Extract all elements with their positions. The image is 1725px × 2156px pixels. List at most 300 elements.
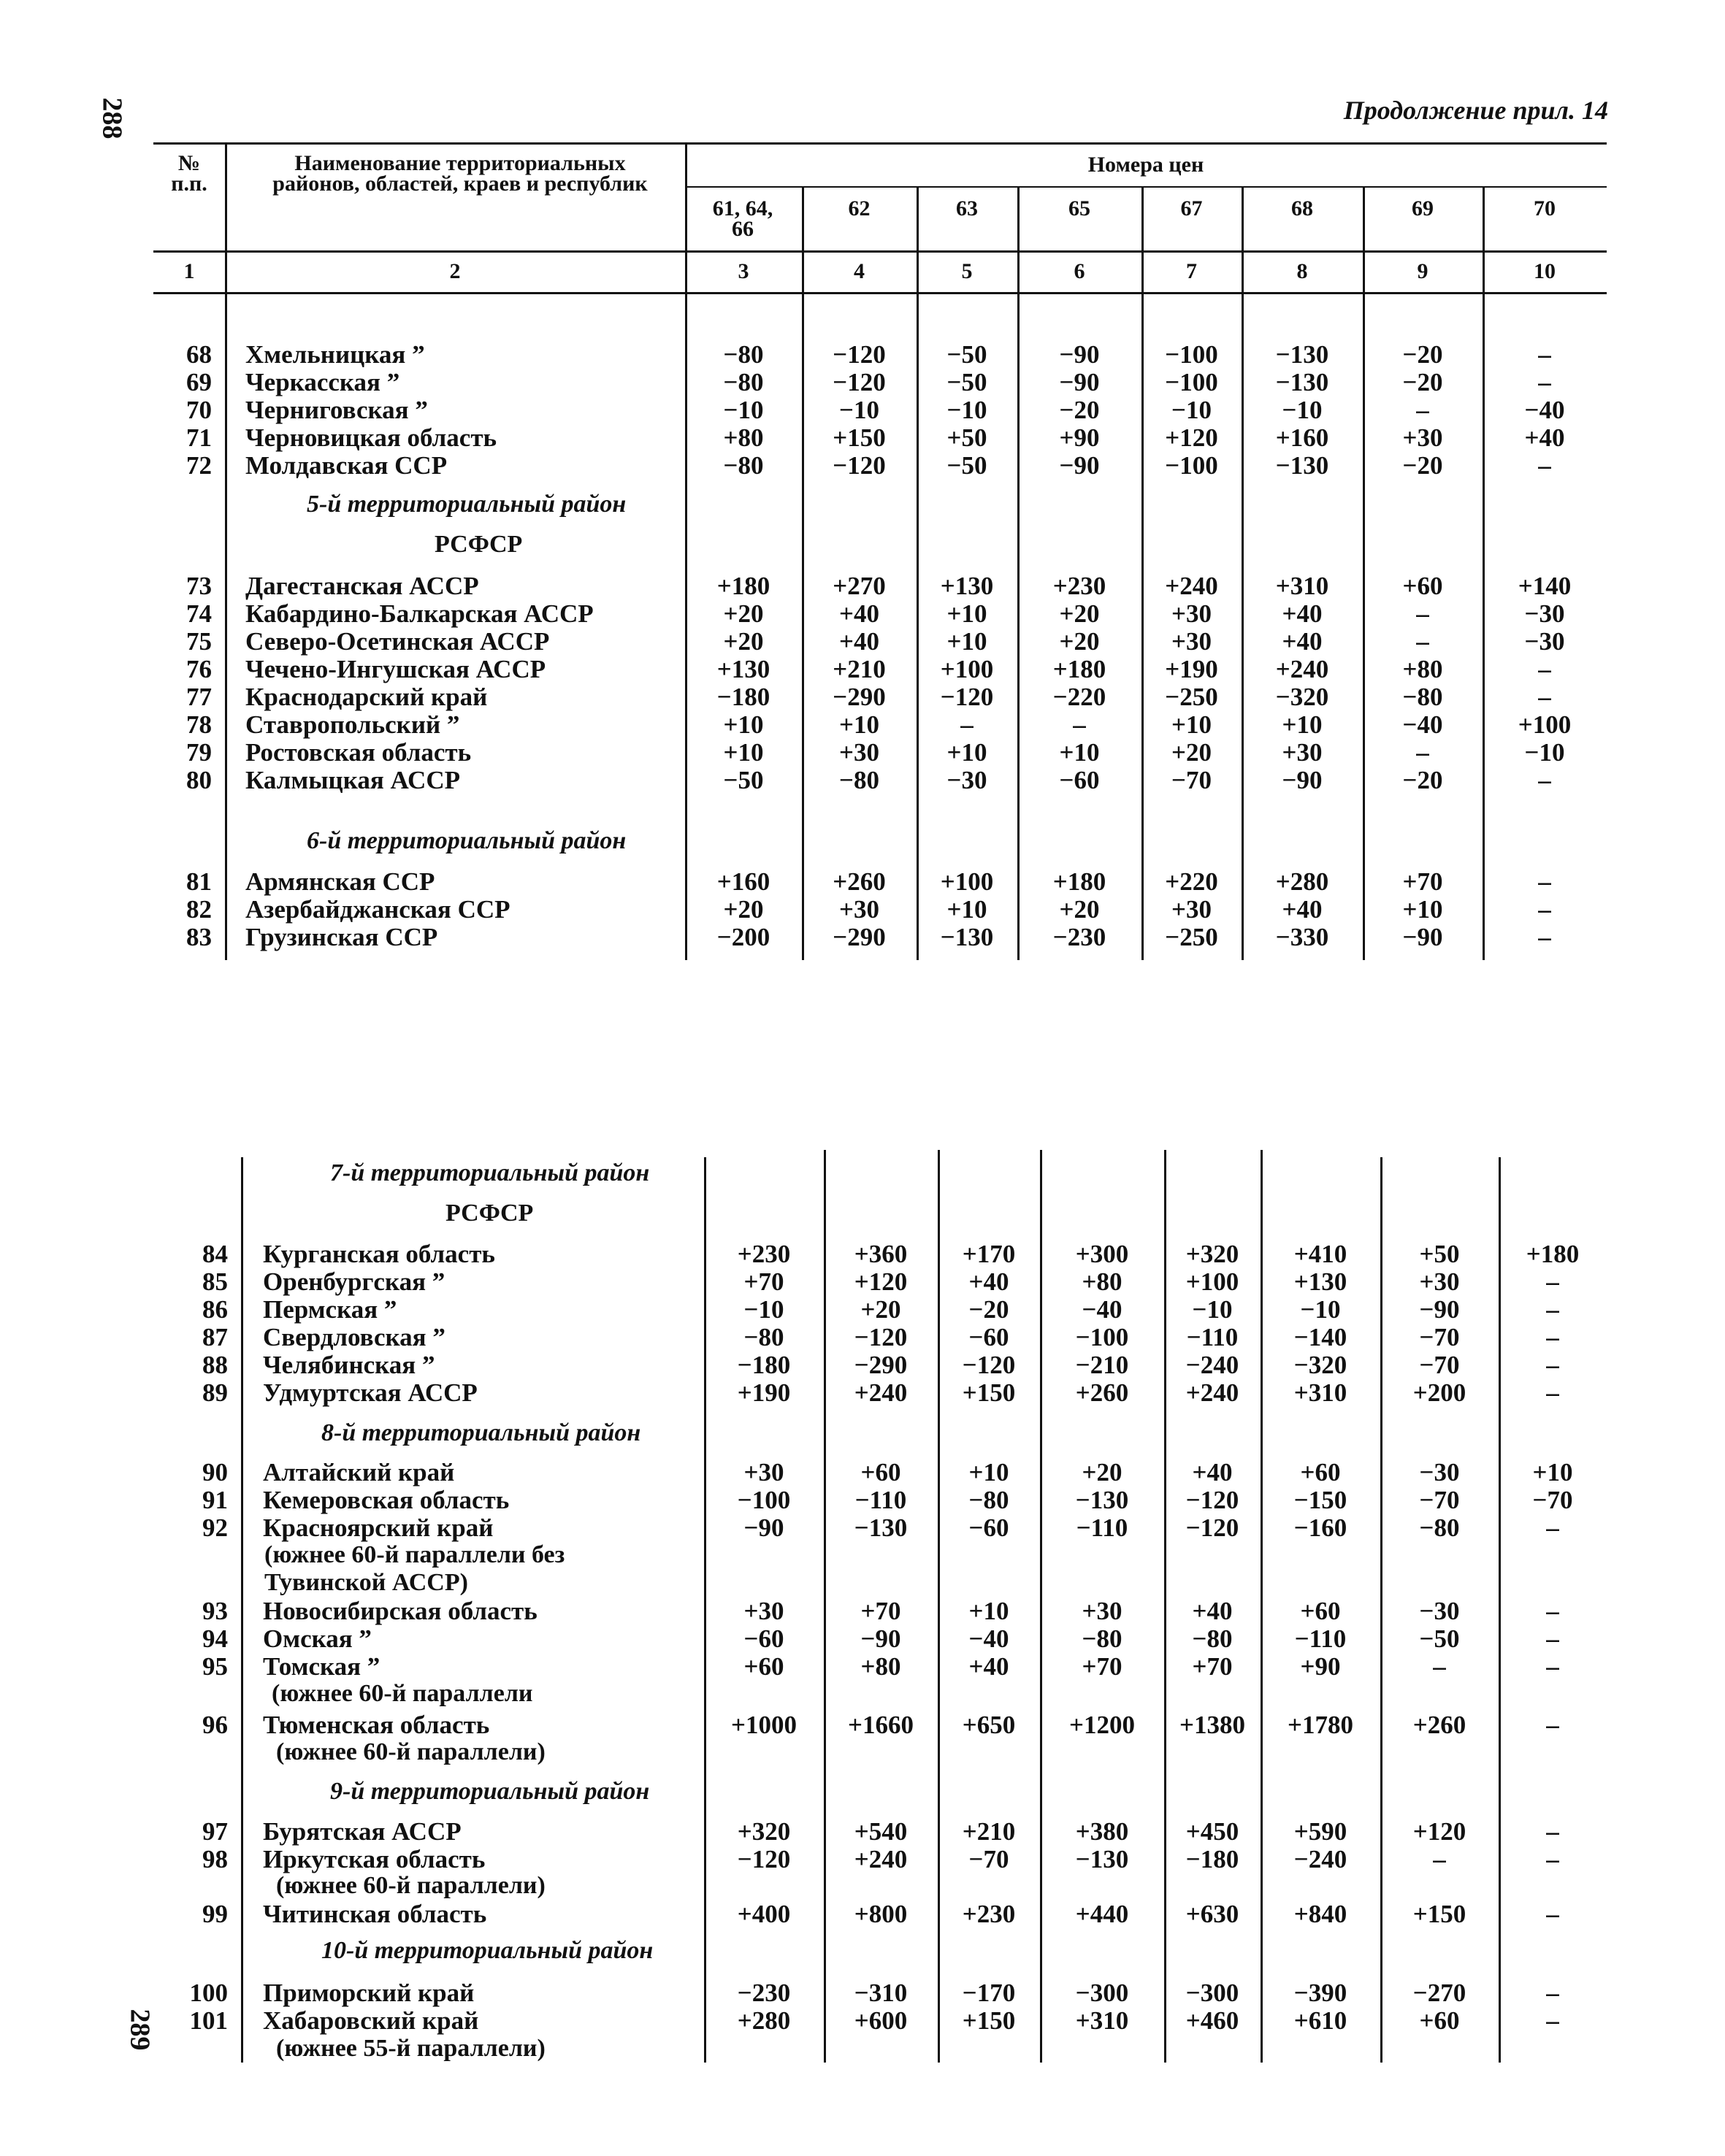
row-name: Курганская область bbox=[263, 1240, 495, 1268]
row-value: +240 bbox=[1185, 1378, 1239, 1407]
row-value: +150 bbox=[833, 423, 886, 452]
row-value: +460 bbox=[1185, 2006, 1239, 2035]
row-value: −180 bbox=[716, 683, 770, 711]
row-value: −10 bbox=[1300, 1295, 1341, 1324]
row-98-note: (южнее 60-й параллели) bbox=[276, 1872, 546, 1899]
table-row bbox=[0, 572, 1725, 599]
row-value: −120 bbox=[940, 683, 994, 711]
table-row bbox=[0, 710, 1725, 738]
row-value: +10 bbox=[839, 710, 879, 739]
page-number-left: 288 bbox=[96, 97, 128, 139]
row-value: +30 bbox=[1082, 1597, 1122, 1625]
row-name: Кабардино-Балкарская АССР bbox=[245, 599, 594, 628]
row-value: +240 bbox=[1165, 572, 1218, 600]
row-number: 82 bbox=[186, 895, 212, 924]
row-number: 68 bbox=[186, 340, 212, 369]
section-8: 8-й территориальный район bbox=[321, 1419, 641, 1446]
row-name: Ставропольский ” bbox=[245, 710, 460, 739]
row-value: +30 bbox=[1282, 738, 1323, 767]
row-101-note: (южнее 55-й параллели) bbox=[276, 2035, 546, 2062]
row-value: +610 bbox=[1293, 2006, 1347, 2035]
row-number: 88 bbox=[202, 1351, 228, 1379]
row-value: – bbox=[1433, 1845, 1446, 1873]
row-value: −120 bbox=[833, 368, 886, 396]
row-value: +400 bbox=[737, 1900, 791, 1928]
row-value: +70 bbox=[743, 1267, 784, 1296]
row-value: −300 bbox=[1185, 1979, 1239, 2007]
row-value: −130 bbox=[940, 923, 994, 951]
row-value: +20 bbox=[1082, 1458, 1122, 1486]
table-row bbox=[0, 1323, 1725, 1351]
row-value: −130 bbox=[854, 1514, 908, 1542]
row-name: Черновицкая область bbox=[245, 423, 497, 452]
row-value: +300 bbox=[1075, 1240, 1129, 1268]
table-row bbox=[0, 1486, 1725, 1514]
row-value: +80 bbox=[860, 1652, 901, 1681]
row-number: 69 bbox=[186, 368, 212, 396]
row-value: +650 bbox=[962, 1711, 1016, 1739]
row-number: 81 bbox=[186, 867, 212, 896]
row-value: +220 bbox=[1165, 867, 1218, 896]
header-index-cell: 4 bbox=[854, 259, 865, 283]
table-row bbox=[0, 766, 1725, 794]
row-name: Краснодарский край bbox=[245, 683, 488, 711]
header-price-col: 70 bbox=[1534, 196, 1556, 220]
row-value: −70 bbox=[1532, 1486, 1573, 1514]
row-value: −320 bbox=[1275, 683, 1329, 711]
row-value: +140 bbox=[1518, 572, 1572, 600]
row-value: +1780 bbox=[1288, 1711, 1353, 1739]
row-name: Тюменская область bbox=[263, 1711, 490, 1739]
row-value: −20 bbox=[1402, 766, 1443, 794]
row-96-note: (южнее 60-й параллели) bbox=[276, 1738, 546, 1765]
section-10: 10-й территориальный район bbox=[321, 1937, 654, 1964]
row-value: +210 bbox=[962, 1817, 1016, 1846]
row-value: −80 bbox=[968, 1486, 1009, 1514]
row-value: −30 bbox=[1524, 627, 1565, 656]
row-value: −10 bbox=[743, 1295, 784, 1324]
row-value: +590 bbox=[1293, 1817, 1347, 1846]
row-value: – bbox=[1546, 1979, 1559, 2007]
row-value: −240 bbox=[1185, 1351, 1239, 1379]
row-value: – bbox=[1416, 627, 1429, 656]
table-row bbox=[0, 451, 1725, 479]
row-92-note-2: Тувинской АССР) bbox=[264, 1569, 468, 1596]
row-number: 83 bbox=[186, 923, 212, 951]
row-value: +450 bbox=[1185, 1817, 1239, 1846]
header-index-cell: 10 bbox=[1534, 259, 1556, 283]
row-value: +1660 bbox=[848, 1711, 914, 1739]
row-name: Молдавская ССР bbox=[245, 451, 448, 480]
row-value: −80 bbox=[839, 766, 879, 794]
table-row bbox=[0, 683, 1725, 710]
row-value: +10 bbox=[1532, 1458, 1573, 1486]
row-name: Иркутская область bbox=[263, 1845, 486, 1873]
row-value: −10 bbox=[1524, 738, 1565, 767]
row-value: −30 bbox=[1524, 599, 1565, 628]
row-value: – bbox=[1546, 1267, 1559, 1296]
row-value: – bbox=[1546, 1597, 1559, 1625]
row-value: – bbox=[1538, 683, 1551, 711]
row-value: −110 bbox=[1186, 1323, 1239, 1351]
table-row bbox=[0, 1979, 1725, 2006]
row-name: Оренбургская ” bbox=[263, 1267, 445, 1296]
table-row bbox=[0, 1240, 1725, 1267]
row-value: +600 bbox=[854, 2006, 908, 2035]
row-value: +120 bbox=[1165, 423, 1218, 452]
row-value: +1200 bbox=[1069, 1711, 1135, 1739]
table-row bbox=[0, 599, 1725, 627]
row-value: +20 bbox=[1059, 627, 1100, 656]
row-number: 76 bbox=[186, 655, 212, 683]
row-value: +1380 bbox=[1179, 1711, 1245, 1739]
table-row bbox=[0, 396, 1725, 423]
row-value: −10 bbox=[946, 396, 987, 424]
row-value: +30 bbox=[1171, 627, 1212, 656]
header-num: № п.п. bbox=[171, 151, 207, 196]
row-value: −310 bbox=[854, 1979, 908, 2007]
row-value: −30 bbox=[1419, 1458, 1460, 1486]
row-value: −80 bbox=[1082, 1624, 1122, 1653]
row-value: +630 bbox=[1185, 1900, 1239, 1928]
table-row bbox=[0, 1900, 1725, 1927]
row-value: +10 bbox=[1402, 895, 1443, 924]
table-row bbox=[0, 1351, 1725, 1378]
row-value: −40 bbox=[1082, 1295, 1122, 1324]
row-value: +240 bbox=[854, 1845, 908, 1873]
row-name: Кемеровская область bbox=[263, 1486, 510, 1514]
row-value: −110 bbox=[854, 1486, 907, 1514]
header-price-col: 67 bbox=[1180, 196, 1203, 220]
row-value: +260 bbox=[1075, 1378, 1129, 1407]
table-row bbox=[0, 1295, 1725, 1323]
row-value: −80 bbox=[723, 451, 764, 480]
row-value: −90 bbox=[1282, 766, 1323, 794]
header-price-col: 65 bbox=[1068, 196, 1090, 220]
row-value: −10 bbox=[1282, 396, 1323, 424]
section-7: 7-й территориальный район bbox=[330, 1159, 650, 1186]
row-value: +410 bbox=[1293, 1240, 1347, 1268]
row-value: −390 bbox=[1293, 1979, 1347, 2007]
row-value: +310 bbox=[1293, 1378, 1347, 1407]
table-row bbox=[0, 1514, 1725, 1541]
row-value: +180 bbox=[1052, 867, 1106, 896]
row-value: +40 bbox=[1282, 599, 1323, 628]
table-row bbox=[0, 1711, 1725, 1738]
row-value: −80 bbox=[1192, 1624, 1233, 1653]
row-value: +10 bbox=[946, 599, 987, 628]
row-value: – bbox=[1546, 1711, 1559, 1739]
row-value: +160 bbox=[1275, 423, 1329, 452]
row-value: +260 bbox=[833, 867, 886, 896]
row-value: +40 bbox=[1192, 1458, 1233, 1486]
rule-top bbox=[153, 142, 1607, 145]
row-value: – bbox=[1073, 710, 1086, 739]
row-value: +130 bbox=[940, 572, 994, 600]
row-value: +150 bbox=[1412, 1900, 1466, 1928]
row-value: +10 bbox=[1059, 738, 1100, 767]
row-value: +120 bbox=[854, 1267, 908, 1296]
table-row bbox=[0, 867, 1725, 895]
row-value: +60 bbox=[1300, 1597, 1341, 1625]
row-value: +120 bbox=[1412, 1817, 1466, 1846]
row-value: −90 bbox=[860, 1624, 901, 1653]
row-value: +360 bbox=[854, 1240, 908, 1268]
row-number: 98 bbox=[202, 1845, 228, 1873]
row-value: −80 bbox=[1419, 1514, 1460, 1542]
row-value: +30 bbox=[1171, 895, 1212, 924]
row-value: +100 bbox=[1518, 710, 1572, 739]
row-value: −30 bbox=[946, 766, 987, 794]
row-value: +20 bbox=[723, 599, 764, 628]
row-number: 101 bbox=[189, 2006, 228, 2035]
row-value: +100 bbox=[940, 655, 994, 683]
row-value: +40 bbox=[1192, 1597, 1233, 1625]
row-value: −110 bbox=[1294, 1624, 1347, 1653]
row-value: +210 bbox=[833, 655, 886, 683]
row-value: −80 bbox=[723, 368, 764, 396]
row-name: Алтайский край bbox=[263, 1458, 455, 1486]
table-row bbox=[0, 1267, 1725, 1295]
row-value: −90 bbox=[1059, 451, 1100, 480]
row-value: −120 bbox=[962, 1351, 1016, 1379]
row-name: Ростовская область bbox=[245, 738, 472, 767]
row-number: 78 bbox=[186, 710, 212, 739]
row-value: +310 bbox=[1075, 2006, 1129, 2035]
row-value: +230 bbox=[737, 1240, 791, 1268]
row-value: – bbox=[1546, 1351, 1559, 1379]
row-value: +30 bbox=[1171, 599, 1212, 628]
row-value: −80 bbox=[743, 1323, 784, 1351]
row-value: +150 bbox=[962, 1378, 1016, 1407]
rsfsr-label-2: РСФСР bbox=[445, 1200, 534, 1227]
header-name: Наименование территориальных районов, областей, краев и республик bbox=[272, 151, 648, 196]
row-number: 70 bbox=[186, 396, 212, 424]
row-name: Дагестанская АССР bbox=[245, 572, 479, 600]
row-value: +1000 bbox=[731, 1711, 797, 1739]
row-value: +130 bbox=[716, 655, 770, 683]
row-value: +20 bbox=[1059, 599, 1100, 628]
table-row bbox=[0, 655, 1725, 683]
row-value: – bbox=[1546, 1817, 1559, 1846]
row-value: +10 bbox=[946, 627, 987, 656]
row-value: +70 bbox=[1402, 867, 1443, 896]
row-value: −130 bbox=[1275, 451, 1329, 480]
row-value: −10 bbox=[1171, 396, 1212, 424]
row-value: +100 bbox=[1185, 1267, 1239, 1296]
row-value: +280 bbox=[737, 2006, 791, 2035]
row-value: – bbox=[1546, 1323, 1559, 1351]
row-name: Томская ” bbox=[263, 1652, 380, 1681]
row-name: Челябинская ” bbox=[263, 1351, 435, 1379]
row-value: +60 bbox=[743, 1652, 784, 1681]
row-value: +90 bbox=[1300, 1652, 1341, 1681]
row-value: −10 bbox=[1192, 1295, 1233, 1324]
row-value: −20 bbox=[1402, 340, 1443, 369]
row-value: −290 bbox=[854, 1351, 908, 1379]
row-value: +230 bbox=[1052, 572, 1106, 600]
row-value: +40 bbox=[1524, 423, 1565, 452]
row-value: +10 bbox=[968, 1597, 1009, 1625]
row-value: +440 bbox=[1075, 1900, 1129, 1928]
row-value: −250 bbox=[1165, 923, 1218, 951]
row-value: −100 bbox=[1075, 1323, 1129, 1351]
table-row bbox=[0, 627, 1725, 655]
row-name: Омская ” bbox=[263, 1624, 372, 1653]
row-value: +190 bbox=[737, 1378, 791, 1407]
row-value: −60 bbox=[1059, 766, 1100, 794]
row-value: −240 bbox=[1293, 1845, 1347, 1873]
row-value: +60 bbox=[860, 1458, 901, 1486]
page-caption: Продолжение прил. 14 bbox=[1343, 96, 1608, 125]
row-value: – bbox=[1538, 923, 1551, 951]
row-value: +80 bbox=[723, 423, 764, 452]
header-price-col: 63 bbox=[956, 196, 978, 220]
table-row bbox=[0, 1378, 1725, 1406]
row-value: −220 bbox=[1052, 683, 1106, 711]
header-index-cell: 9 bbox=[1417, 259, 1428, 283]
row-value: – bbox=[1416, 396, 1429, 424]
row-value: −80 bbox=[1402, 683, 1443, 711]
row-value: −90 bbox=[1059, 340, 1100, 369]
row-value: −70 bbox=[1419, 1351, 1460, 1379]
header-index-cell: 5 bbox=[961, 259, 973, 283]
rule-prices bbox=[685, 186, 1607, 188]
row-name: Читинская область bbox=[263, 1900, 487, 1928]
row-value: −50 bbox=[946, 340, 987, 369]
row-value: +170 bbox=[962, 1240, 1016, 1268]
row-value: −80 bbox=[723, 340, 764, 369]
row-value: +50 bbox=[1419, 1240, 1460, 1268]
row-value: −290 bbox=[833, 683, 886, 711]
row-value: −40 bbox=[1402, 710, 1443, 739]
row-value: +10 bbox=[723, 738, 764, 767]
row-value: +10 bbox=[946, 895, 987, 924]
row-value: – bbox=[1546, 1845, 1559, 1873]
row-value: +180 bbox=[716, 572, 770, 600]
row-value: −120 bbox=[833, 340, 886, 369]
row-value: −20 bbox=[1402, 368, 1443, 396]
row-number: 84 bbox=[202, 1240, 228, 1268]
row-value: −180 bbox=[737, 1351, 791, 1379]
row-value: – bbox=[1546, 1900, 1559, 1928]
row-value: – bbox=[1546, 1378, 1559, 1407]
table-row bbox=[0, 895, 1725, 923]
row-value: −40 bbox=[968, 1624, 1009, 1653]
header-index-cell: 1 bbox=[183, 259, 195, 283]
row-value: −180 bbox=[1185, 1845, 1239, 1873]
row-name: Хабаровский край bbox=[263, 2006, 479, 2035]
row-number: 100 bbox=[189, 1979, 228, 2007]
row-95-note: (южнее 60-й параллели bbox=[272, 1680, 533, 1707]
row-value: +10 bbox=[946, 738, 987, 767]
row-name: Бурятская АССР bbox=[263, 1817, 462, 1846]
header-price-col: 62 bbox=[848, 196, 871, 220]
row-value: +40 bbox=[839, 599, 879, 628]
row-value: −320 bbox=[1293, 1351, 1347, 1379]
row-value: −50 bbox=[1419, 1624, 1460, 1653]
row-value: +230 bbox=[962, 1900, 1016, 1928]
row-value: +20 bbox=[1171, 738, 1212, 767]
row-value: – bbox=[1546, 1514, 1559, 1542]
row-number: 77 bbox=[186, 683, 212, 711]
row-number: 80 bbox=[186, 766, 212, 794]
row-value: +40 bbox=[1282, 627, 1323, 656]
table-row bbox=[0, 923, 1725, 951]
row-value: +70 bbox=[1082, 1652, 1122, 1681]
row-number: 96 bbox=[202, 1711, 228, 1739]
row-value: – bbox=[960, 710, 974, 739]
row-value: +280 bbox=[1275, 867, 1329, 896]
row-value: – bbox=[1433, 1652, 1446, 1681]
row-value: −40 bbox=[1524, 396, 1565, 424]
row-value: −120 bbox=[737, 1845, 791, 1873]
row-value: +540 bbox=[854, 1817, 908, 1846]
table-row bbox=[0, 738, 1725, 766]
table-row bbox=[0, 423, 1725, 451]
row-value: +380 bbox=[1075, 1817, 1129, 1846]
row-value: −120 bbox=[854, 1323, 908, 1351]
row-value: −300 bbox=[1075, 1979, 1129, 2007]
row-value: – bbox=[1546, 1295, 1559, 1324]
rule-index-bottom bbox=[153, 292, 1607, 294]
row-value: +100 bbox=[940, 867, 994, 896]
row-value: −120 bbox=[1185, 1486, 1239, 1514]
row-value: +70 bbox=[860, 1597, 901, 1625]
row-name: Приморский край bbox=[263, 1979, 475, 2007]
row-value: −250 bbox=[1165, 683, 1218, 711]
row-value: −70 bbox=[1171, 766, 1212, 794]
row-value: +180 bbox=[1526, 1240, 1580, 1268]
row-value: +270 bbox=[833, 572, 886, 600]
row-name: Удмуртская АССР bbox=[263, 1378, 478, 1407]
row-92-note-1: (южнее 60-й параллели без bbox=[264, 1541, 565, 1568]
row-value: −70 bbox=[1419, 1486, 1460, 1514]
row-value: +160 bbox=[716, 867, 770, 896]
row-value: +150 bbox=[962, 2006, 1016, 2035]
row-number: 87 bbox=[202, 1323, 228, 1351]
row-value: +80 bbox=[1082, 1267, 1122, 1296]
row-value: +40 bbox=[968, 1652, 1009, 1681]
rsfsr-label-1: РСФСР bbox=[435, 531, 523, 558]
row-value: −50 bbox=[723, 766, 764, 794]
row-value: −70 bbox=[968, 1845, 1009, 1873]
header-price-col: 68 bbox=[1291, 196, 1313, 220]
row-value: +70 bbox=[1192, 1652, 1233, 1681]
row-number: 75 bbox=[186, 627, 212, 656]
table-row bbox=[0, 1652, 1725, 1680]
row-value: −330 bbox=[1275, 923, 1329, 951]
row-value: +20 bbox=[1059, 895, 1100, 924]
row-value: – bbox=[1538, 655, 1551, 683]
row-value: +10 bbox=[1171, 710, 1212, 739]
row-name: Свердловская ” bbox=[263, 1323, 445, 1351]
row-value: +60 bbox=[1419, 2006, 1460, 2035]
row-number: 94 bbox=[202, 1624, 228, 1653]
row-value: +240 bbox=[1275, 655, 1329, 683]
row-value: −50 bbox=[946, 451, 987, 480]
row-name: Северо-Осетинская АССР bbox=[245, 627, 550, 656]
header-index-cell: 3 bbox=[738, 259, 749, 283]
row-value: +320 bbox=[1185, 1240, 1239, 1268]
row-value: −290 bbox=[833, 923, 886, 951]
section-6: 6-й территориальный район bbox=[307, 827, 627, 854]
row-value: +40 bbox=[839, 627, 879, 656]
row-value: −120 bbox=[833, 451, 886, 480]
row-value: −160 bbox=[1293, 1514, 1347, 1542]
row-name: Красноярский край bbox=[263, 1514, 494, 1542]
row-value: −110 bbox=[1076, 1514, 1128, 1542]
